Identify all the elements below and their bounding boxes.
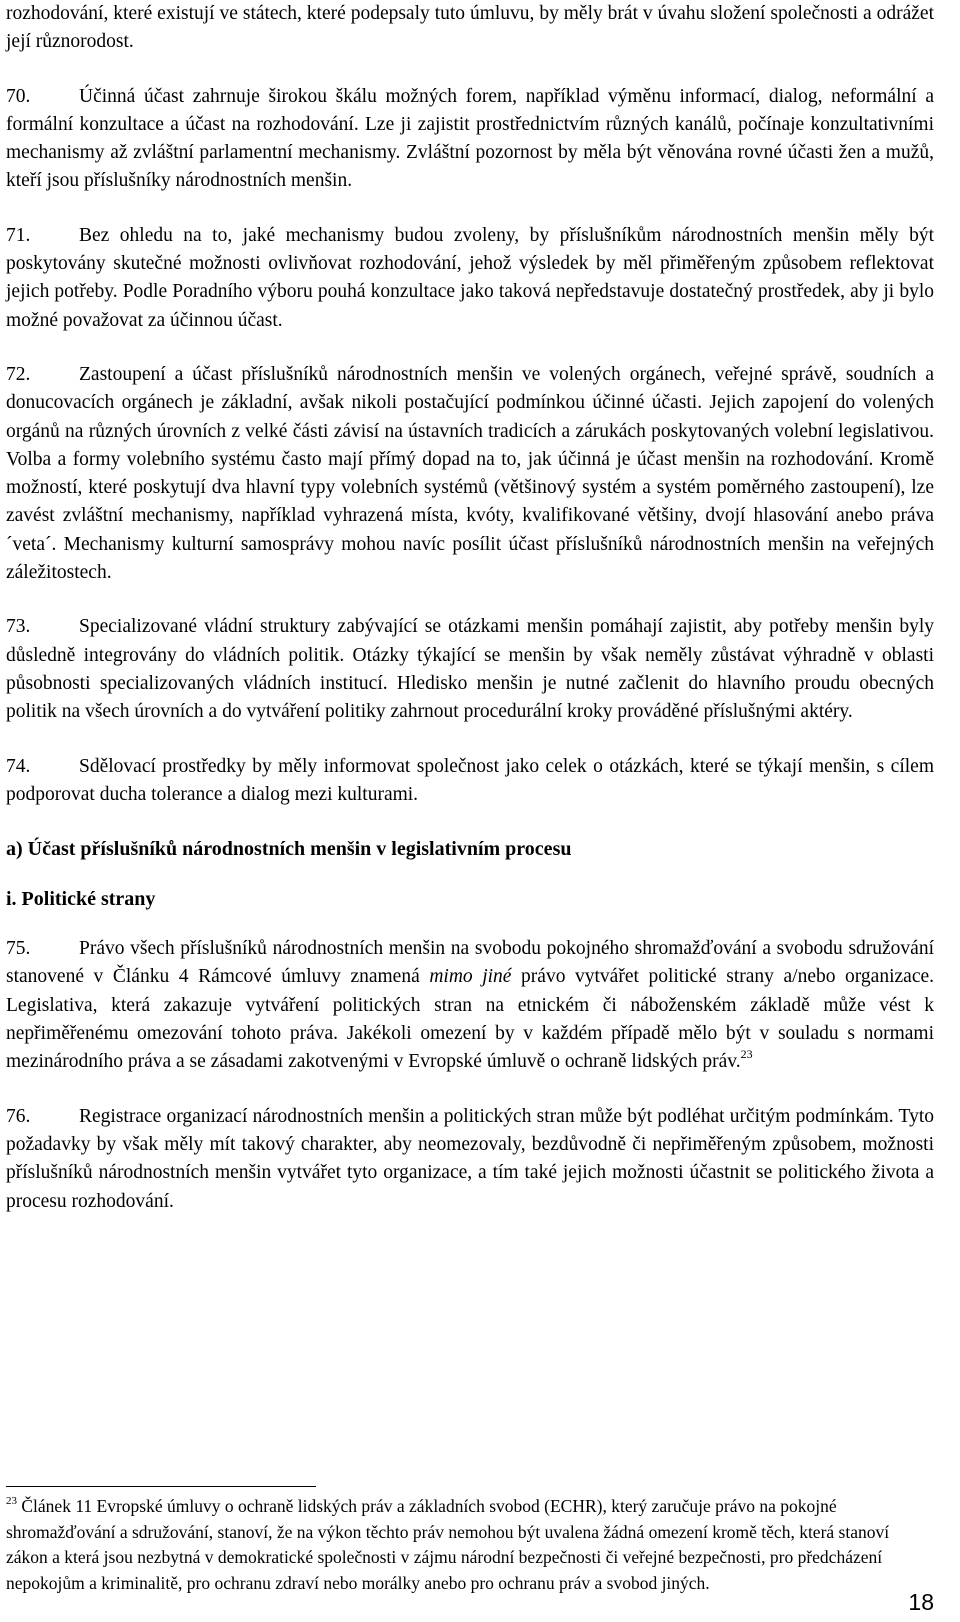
paragraph-number: 75. <box>6 938 31 960</box>
paragraph-text: Zastoupení a účast příslušníků národnostních menšin ve volených orgánech, veřejné správě, soudních a donucovacích orgánech je základní, avšak nikoli postačující podmínkou účinné účasti. Jejich zapojení do volených orgánů na různých úrovních z velké části závisí na ústavních tradicích a zárukách poskytovaných volební legislativou. Volba a formy volebního systému často mají přímý dopad na to, jak účinná je účast menšin na rozhodování. Kromě možností, které poskytují dva hlavní typy volebních systémů (většinový systém a systém poměrného zastoupení), lze zavést zvláštní mechanismy, například vyhrazená místa, kvóty, kvalifikované většiny, dvojí hlasování anebo práva ´veta´. Mechanismy kulturní samosprávy mohou navíc posílit účast příslušníků národnostních menšin na veřejných záležitostech. <box>6 363 934 584</box>
page-number: 18 <box>908 1589 934 1615</box>
paragraph-text: Bez ohledu na to, jaké mechanismy budou zvoleny, by příslušníkům národnostních menšin měly být poskytovány skutečné možnosti ovlivňovat rozhodování, jehož výsledek by měl přiměřeným způsobem reflektovat jejich potřeby. Podle Poradního výboru pouhá konzultace jako taková nepředstavuje dostatečný prostředek, aby ji bylo možné považovat za účinnou účast. <box>6 224 934 331</box>
paragraph-text: Právo všech příslušníků národnostních menšin na svobodu pokojného shromažďování a svobodu sdružování stanovené v Článku 4 Rámcové úmluvy znamená <box>6 938 934 988</box>
paragraph-text: Registrace organizací národnostních menšin a politických stran může být podléhat určitým podmínkám. Tyto požadavky by však měly mít takový charakter, aby neomezovaly, bezdůvodně či nepřiměřeným způsobem, možnosti příslušníků národnostních menšin vytvářet tyto organizace, a tím také jejich možnosti účastnit se politického života a procesu rozhodování. <box>6 1105 934 1212</box>
paragraph-number: 70. <box>6 85 31 107</box>
subsection-heading-i: i. Politické strany <box>6 888 156 911</box>
paragraph-number: 71. <box>6 224 31 246</box>
paragraph-70 <box>6 83 934 196</box>
paragraph-number: 74. <box>6 755 31 777</box>
page-content <box>6 0 934 1242</box>
footnote <box>6 1494 906 1596</box>
paragraph-text: Účinná účast zahrnuje širokou škálu možných forem, například výměnu informací, dialog, neformální a formální konzultace a účast na rozhodování. Lze ji zajistit prostřednictvím různých kanálů, počínaje konzultativními mechanismy až zvláštní parlamentní mechanismy. Zvláštní pozornost by měla být věnována rovné účasti žen a mužů, kteří jsou příslušníky národnostních menšin. <box>6 85 934 192</box>
footnote-separator <box>6 1486 316 1487</box>
paragraph-number: 72. <box>6 363 31 385</box>
paragraph-75 <box>6 935 934 1076</box>
section-heading-a: a) Účast příslušníků národnostních menšin v legislativním procesu <box>6 838 572 861</box>
footnote-text: Článek 11 Evropské úmluvy o ochraně lidských práv a základních svobod (ECHR), který zaručuje právo na pokojné shromažďování a sdružování, stanoví, že na výkon těchto práv nemohou být uvalena žádná omezení kromě těch, která stanoví zákon a která jsou nezbytná v demokratické společnosti v zájmu národní bezpečnosti či veřejné bezpečnosti, pro předcházení nepokojům a kriminalitě, pro ochranu zdraví nebo morálky anebo pro ochranu práv a svobod jiných. <box>6 1496 890 1593</box>
footnote-reference[interactable]: 23 <box>740 1047 753 1062</box>
paragraph-text: Sdělovací prostředky by měly informovat společnost jako celek o otázkách, které se týkají menšin, s cílem podporovat ducha tolerance a dialog mezi kulturami. <box>6 755 934 805</box>
paragraph-text: právo vytvářet politické strany a/nebo organizace. Legislativa, která zakazuje vytváření politických stran na etnickém či náboženském základě může vést k nepřiměřenému omezování tohoto práva. Jakékoli omezení by v každém případě mělo být v souladu s normami mezinárodního práva a se zásadami zakotvenými v Evropské úmluvě o ochraně lidských práv. <box>6 966 935 1073</box>
paragraph-71 <box>6 222 934 335</box>
paragraph-73 <box>6 613 934 726</box>
paragraph-72 <box>6 361 934 587</box>
paragraph-text: Specializované vládní struktury zabývající se otázkami menšin pomáhají zajistit, aby potřeby menšin byly důsledně integrovány do vládních politik. Otázky týkající se menšin by však neměly zůstávat výhradně v oblasti působnosti specializovaných vládních institucí. Hledisko menšin je nutné začlenit do hlavního proudu obecných politik na všech úrovních a do vytváření politiky zahrnout procedurální kroky prováděné příslušnými aktéry. <box>6 616 934 723</box>
paragraph-76 <box>6 1103 934 1216</box>
paragraph-number: 73. <box>6 616 31 638</box>
paragraph-74 <box>6 753 934 810</box>
paragraph-text: rozhodování, které existují ve státech, které podepsaly tuto úmluvu, by měly brát v úvahu složení společnosti a odrážet její různorodost. <box>6 3 934 53</box>
paragraph-number: 76. <box>6 1105 31 1127</box>
paragraph-italic-text: mimo jiné <box>429 966 512 988</box>
footnote-number: 23 <box>6 1495 17 1507</box>
paragraph-continued <box>6 0 934 57</box>
